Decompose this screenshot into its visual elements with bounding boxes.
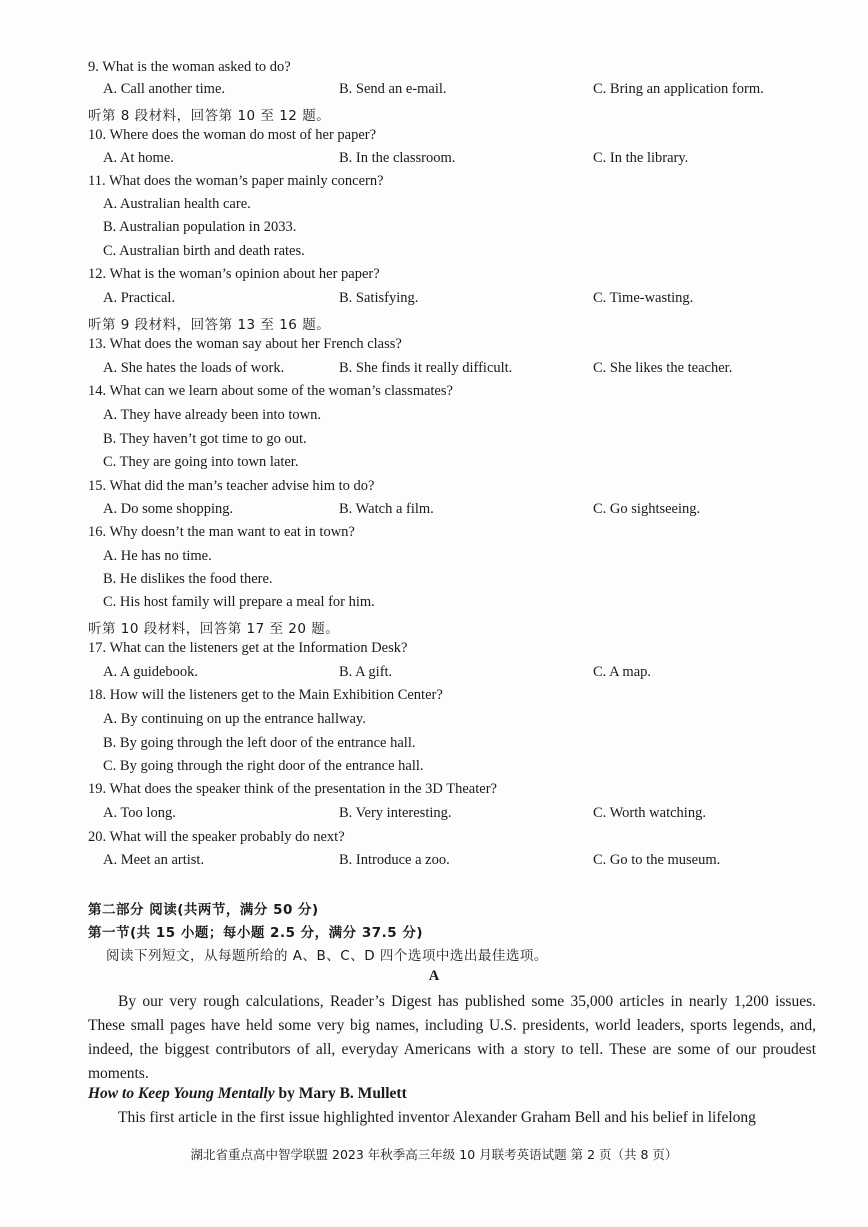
- option-c: C. In the library.: [593, 150, 689, 166]
- question-9: 9. What is the woman asked to do?: [88, 59, 291, 75]
- article-title: How to Keep Young Mentally: [88, 1085, 275, 1102]
- option-c: C. They are going into town later.: [103, 454, 299, 470]
- question-15: 15. What did the man’s teacher advise him to do?: [88, 478, 375, 494]
- option-c: C. His host family will prepare a meal for him.: [103, 594, 375, 610]
- passage-paragraph-1: By our very rough calculations, Reader’s Digest has published some 35,000 articles in nearly 1,200 issues. These small pages have held some very big names, including U.S. presidents, world leaders, sports legends, and, indeed, the biggest contributors of all, everyday Americans with a story to tell. These are some of our proudest moments.: [88, 993, 816, 1082]
- option-b: B. A gift.: [339, 664, 393, 680]
- option-b: B. Australian population in 2033.: [103, 219, 297, 235]
- option-a: A. At home.: [103, 150, 174, 166]
- option-b: B. By going through the left door of the entrance hall.: [103, 735, 416, 751]
- option-c: C. Go sightseeing.: [593, 501, 701, 517]
- option-c: C. By going through the right door of the entrance hall.: [103, 758, 424, 774]
- option-a: A. They have already been into town.: [103, 407, 321, 423]
- option-a: A. Do some shopping.: [103, 501, 234, 517]
- instruction-section-10: 听第 10 段材料，回答第 17 至 20 题。: [88, 621, 340, 637]
- instruction-section-9: 听第 9 段材料，回答第 13 至 16 题。: [88, 317, 331, 333]
- option-a: A. Practical.: [103, 290, 176, 306]
- page-footer: 湖北省重点高中智学联盟 2023 年秋季高三年级 10 月联考英语试题 第 2 页（共 8 页）: [190, 1147, 678, 1162]
- option-c: C. Time-wasting.: [593, 290, 694, 306]
- option-b: B. Very interesting.: [339, 805, 452, 821]
- option-c: C. She likes the teacher.: [593, 360, 733, 376]
- option-a: A. Meet an artist.: [103, 852, 205, 868]
- option-b: B. They haven’t got time to go out.: [103, 431, 307, 447]
- option-a: A. Call another time.: [103, 81, 226, 97]
- question-12: 12. What is the woman’s opinion about her paper?: [88, 266, 380, 282]
- option-b: B. In the classroom.: [339, 150, 456, 166]
- option-a: A. She hates the loads of work.: [103, 360, 285, 376]
- instruction-section-8: 听第 8 段材料，回答第 10 至 12 题。: [88, 108, 331, 124]
- option-a: A. Australian health care.: [103, 196, 251, 212]
- option-c: C. A map.: [593, 664, 652, 680]
- option-b: B. Introduce a zoo.: [339, 852, 450, 868]
- option-a: A. A guidebook.: [103, 664, 199, 680]
- option-b: B. He dislikes the food there.: [103, 571, 273, 587]
- option-b: B. She finds it really difficult.: [339, 360, 513, 376]
- part2-title: 第二部分 阅读(共两节，满分 50 分): [88, 902, 319, 918]
- section1-title: 第一节(共 15 小题；每小题 2.5 分，满分 37.5 分): [88, 925, 424, 941]
- passage-letter: A: [428, 968, 440, 984]
- option-b: B. Satisfying.: [339, 290, 419, 306]
- question-20: 20. What will the speaker probably do next?: [88, 829, 345, 845]
- question-17: 17. What can the listeners get at the Information Desk?: [88, 640, 408, 656]
- question-11: 11. What does the woman’s paper mainly concern?: [88, 173, 384, 189]
- option-b: B. Watch a film.: [339, 501, 434, 517]
- question-18: 18. How will the listeners get to the Main Exhibition Center?: [88, 687, 443, 703]
- passage-paragraph-2: This first article in the first issue highlighted inventor Alexander Graham Bell and his belief in lifelong: [118, 1109, 756, 1126]
- article-author: by Mary B. Mullett: [274, 1085, 407, 1102]
- option-c: C. Australian birth and death rates.: [103, 243, 305, 259]
- option-b: B. Send an e-mail.: [339, 81, 447, 97]
- option-a: A. Too long.: [103, 805, 176, 821]
- question-13: 13. What does the woman say about her French class?: [88, 336, 402, 352]
- option-c: C. Worth watching.: [593, 805, 706, 821]
- question-19: 19. What does the speaker think of the presentation in the 3D Theater?: [88, 781, 497, 797]
- option-c: C. Bring an application form.: [593, 81, 764, 97]
- reading-directions: 阅读下列短文，从每题所给的 A、B、C、D 四个选项中选出最佳选项。: [106, 948, 548, 964]
- option-a: A. By continuing on up the entrance hallway.: [103, 711, 366, 727]
- question-10: 10. Where does the woman do most of her paper?: [88, 127, 377, 143]
- option-c: C. Go to the museum.: [593, 852, 721, 868]
- question-14: 14. What can we learn about some of the woman’s classmates?: [88, 383, 453, 399]
- article-heading: [88, 1085, 407, 1103]
- option-a: A. He has no time.: [103, 548, 212, 564]
- question-16: 16. Why doesn’t the man want to eat in town?: [88, 524, 355, 540]
